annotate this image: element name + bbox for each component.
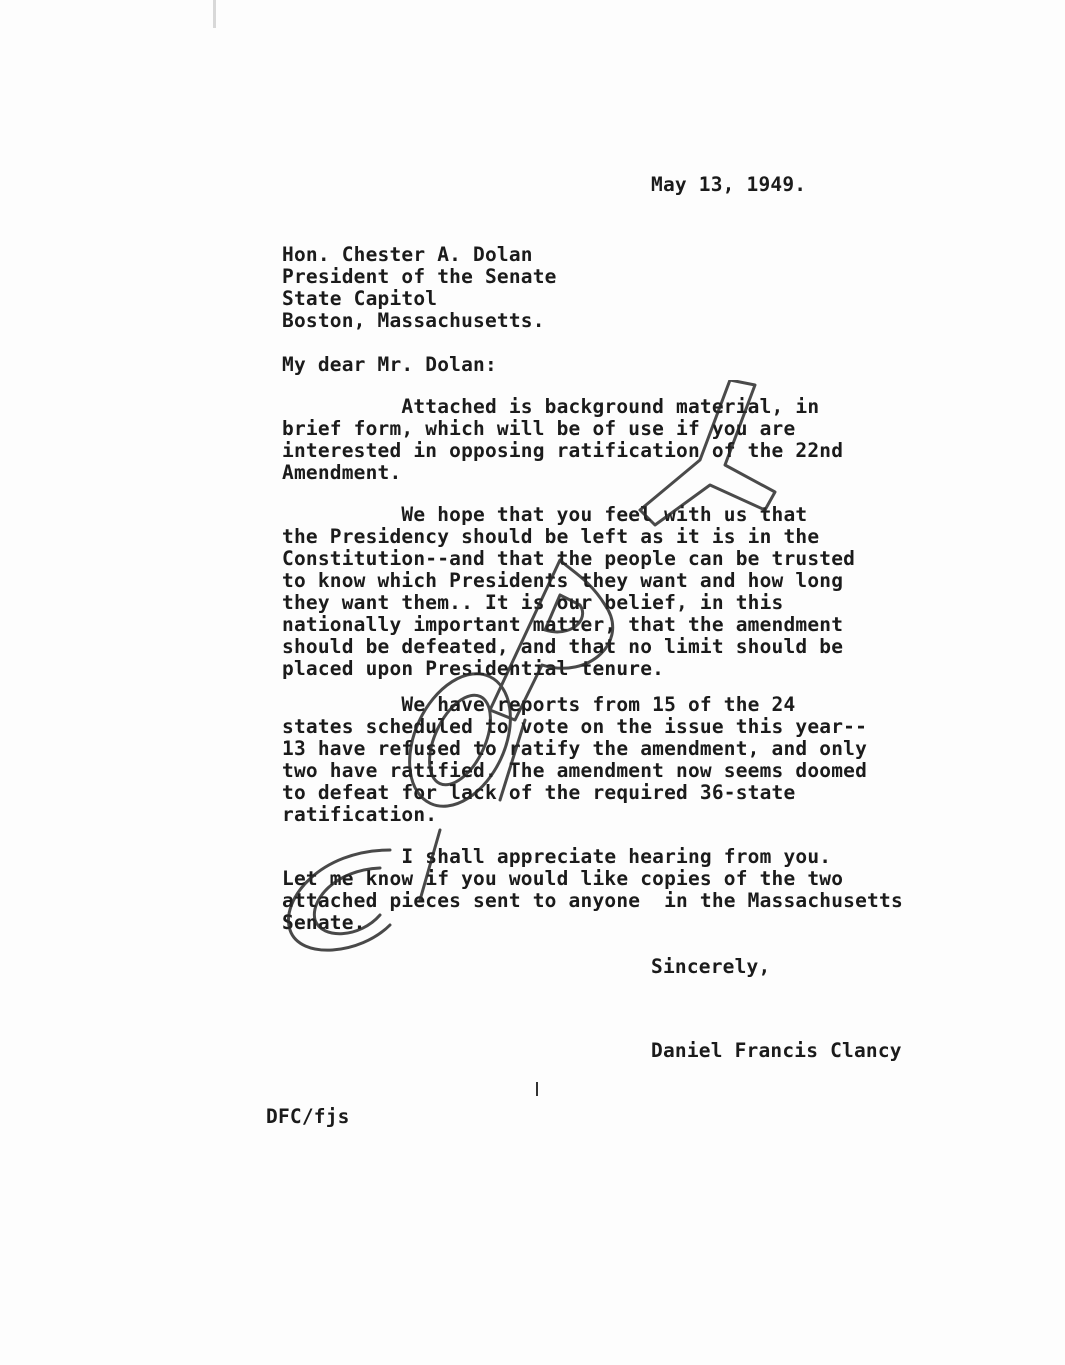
address-line-name: Hon. Chester A. Dolan — [282, 243, 533, 266]
paragraph-2-line: Constitution--and that the people can be trusted — [282, 547, 856, 570]
paragraph-2-line: they want them.. It is our belief, in this — [282, 591, 784, 614]
margin-speck — [210, 0, 220, 30]
paragraph-3-line: two have ratified. The amendment now seems doomed — [282, 759, 868, 782]
paragraph-4-line: Senate. — [282, 911, 366, 934]
paragraph-4-line: I shall appreciate hearing from you. — [282, 845, 832, 868]
paragraph-3-line: to defeat for lack of the required 36-state — [282, 781, 796, 804]
paragraph-3-line: ratification. — [282, 803, 438, 826]
paragraph-2-line: should be defeated, and that no limit should be — [282, 635, 844, 658]
salutation: My dear Mr. Dolan: — [282, 353, 497, 376]
paragraph-4-line: attached pieces sent to anyone in the Massachusetts — [282, 889, 903, 912]
paragraph-2-line: nationally important matter, that the amendment — [282, 613, 844, 636]
paragraph-2-line: We hope that you feel with us that — [282, 503, 808, 526]
paragraph-1-line: Attached is background material, in — [282, 395, 820, 418]
typist-initials: DFC/fjs — [266, 1105, 350, 1128]
paragraph-1-line: brief form, which will be of use if you are — [282, 417, 796, 440]
paragraph-1-line: interested in opposing ratification of the 22nd — [282, 439, 844, 462]
paragraph-3-line: 13 have refused to ratify the amendment, and only — [282, 737, 868, 760]
paragraph-2-line: placed upon Presidential tenure. — [282, 657, 665, 680]
letter-date: May 13, 1949. — [651, 173, 807, 196]
address-line-title: President of the Senate — [282, 265, 557, 288]
closing: Sincerely, — [651, 955, 771, 978]
signature-name: Daniel Francis Clancy — [651, 1039, 902, 1062]
address-line-building: State Capitol — [282, 287, 438, 310]
address-line-city: Boston, Massachusetts. — [282, 309, 545, 332]
paragraph-2-line: the Presidency should be left as it is in the — [282, 525, 820, 548]
paragraph-3-line: states scheduled to vote on the issue this year-- — [282, 715, 868, 738]
paragraph-1-line: Amendment. — [282, 461, 402, 484]
paragraph-4-line: Let me know if you would like copies of the two — [282, 867, 844, 890]
ink-mark — [535, 1082, 539, 1096]
paragraph-3-line: We have reports from 15 of the 24 — [282, 693, 796, 716]
paragraph-2-line: to know which Presidents they want and how long — [282, 569, 844, 592]
